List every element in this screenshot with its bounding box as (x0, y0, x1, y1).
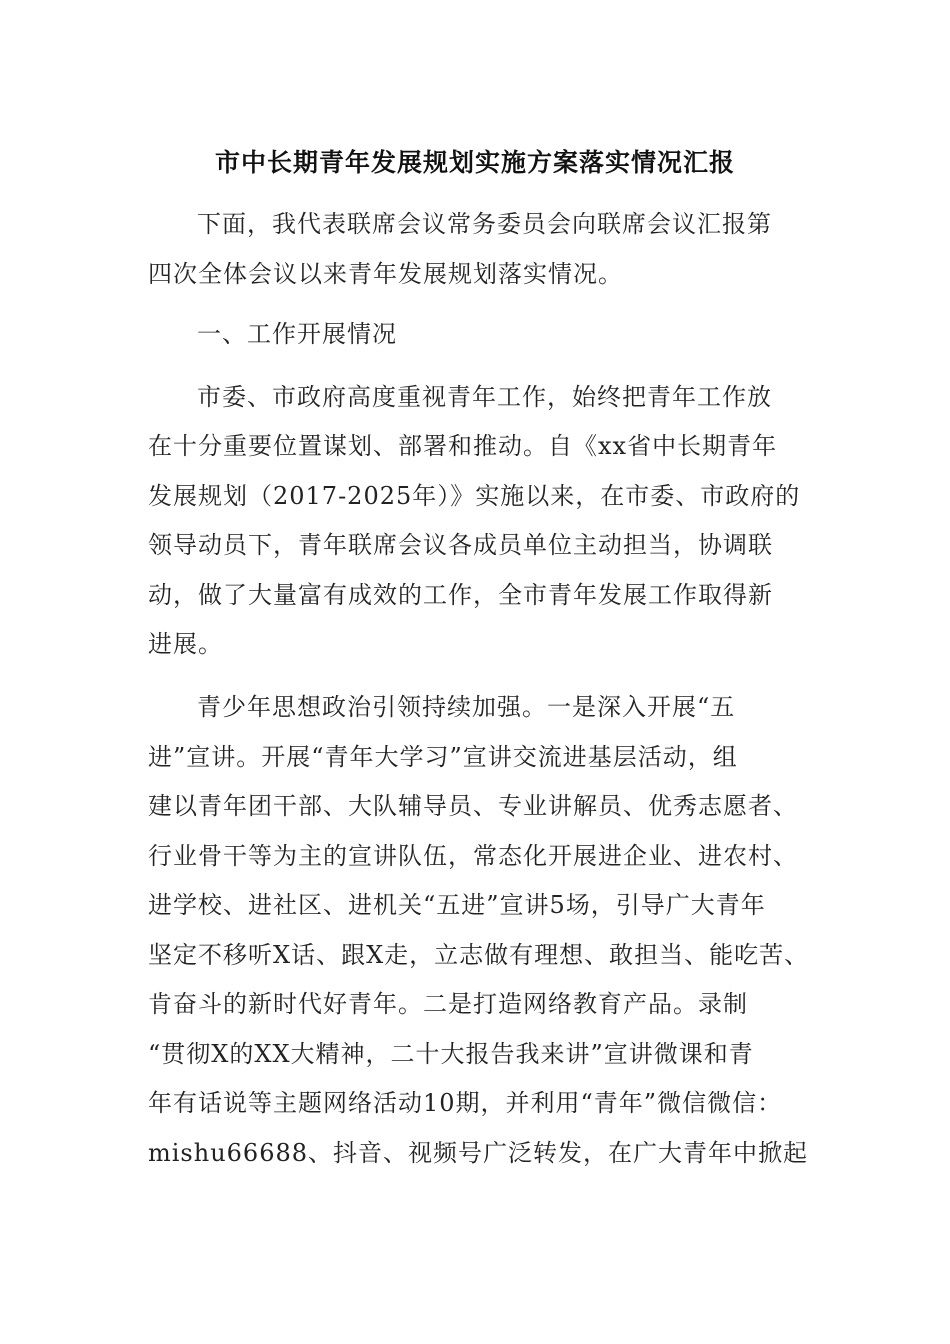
document-title: 市中长期青年发展规划实施方案落实情况汇报 (214, 148, 735, 177)
paragraph-line: 进展。 (148, 630, 223, 658)
section-heading: 一、工作开展情况 (197, 320, 397, 348)
paragraph-line: 坚定不移听X话、跟X走，立志做有理想、敢担当、能吃苦、 (148, 941, 810, 969)
paragraph-line: “贯彻X的XX大精神，二十大报告我来讲”宣讲微课和青 (148, 1040, 754, 1068)
paragraph-line: 年有话说等主题网络活动10期，并利用“青年”微信微信： (148, 1089, 783, 1117)
paragraph-line: 进”宣讲。开展“青年大学习”宣讲交流进基层活动，组 (148, 743, 738, 771)
paragraph-line: 建以青年团干部、大队辅导员、专业讲解员、优秀志愿者、 (148, 792, 798, 820)
paragraph-line: 在十分重要位置谋划、部署和推动。自《xx省中长期青年 (148, 432, 778, 460)
paragraph-line: 青少年思想政治引领持续加强。一是深入开展“五 (197, 693, 736, 721)
paragraph-line: 发展规划（2017-2025年）》实施以来，在市委、市政府的 (148, 482, 801, 510)
paragraph-line: 领导动员下，青年联席会议各成员单位主动担当，协调联 (148, 531, 773, 559)
paragraph-line: mishu66688、抖音、视频号广泛转发，在广大青年中掀起 (148, 1139, 809, 1167)
paragraph-line: 市委、市政府高度重视青年工作，始终把青年工作放 (197, 383, 772, 411)
paragraph-line: 肯奋斗的新时代好青年。二是打造网络教育产品。录制 (148, 990, 748, 1018)
paragraph-line: 下面，我代表联席会议常务委员会向联席会议汇报第 (197, 210, 772, 238)
paragraph-line: 进学校、进社区、进机关“五进”宣讲5场，引导广大青年 (148, 891, 766, 919)
paragraph-line: 动，做了大量富有成效的工作，全市青年发展工作取得新 (148, 581, 773, 609)
paragraph-line: 四次全体会议以来青年发展规划落实情况。 (148, 260, 623, 288)
paragraph-line: 行业骨干等为主的宣讲队伍，常态化开展进企业、进农村、 (148, 842, 798, 870)
